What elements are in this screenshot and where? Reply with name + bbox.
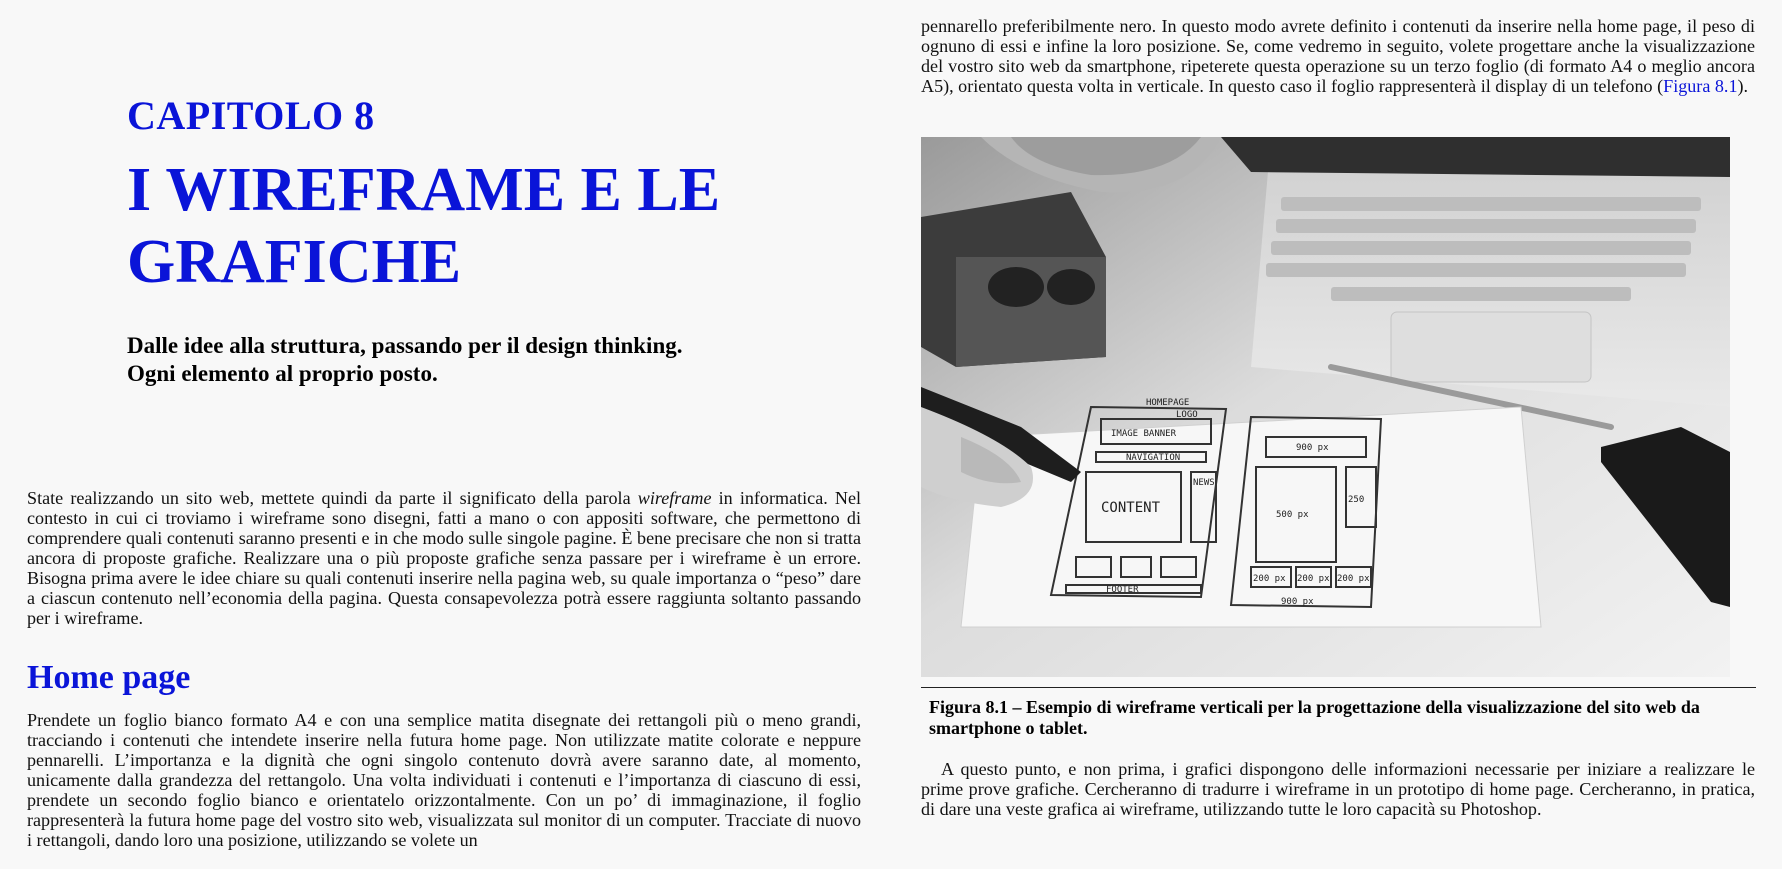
figure-8-1-image <box>921 137 1730 677</box>
chapter-title-line1: I WIREFRAME E LE <box>127 156 721 224</box>
chapter-title-line2: GRAFICHE <box>127 228 462 296</box>
sketch-label-image-banner: IMAGE BANNER <box>1111 429 1177 439</box>
subtitle-line2: Ogni elemento al proprio posto. <box>127 361 438 386</box>
figure-reference-link[interactable]: Figura 8.1 <box>1663 76 1738 96</box>
sketch-label-200c: 200 px <box>1337 574 1370 584</box>
chapter-subtitle <box>127 332 747 388</box>
home-page-paragraph: Prendete un foglio bianco formato A4 e con una semplice matita disegnate dei rettangoli più o meno grandi, tracciando i contenuti che intendete inserire nella futura home page. Non utilizzate matite colorate e neppure pennarelli. L’importanza e la dignità che ogni singolo contenuto dovrà avere saranno date, al momento, unicamente dalla grandezza del rettangolo. Una volta individuati i contenuti e l’importanza di ciascuno di essi, prendete un secondo foglio bianco e orientatelo orizzontalmente. Con un po’ di immaginazione, il foglio rappresenterà la futura home page del vostro sito web, visualizzata sul monitor di un computer. Tracciate di nuovo i rettangoli, dando loro una posizione, utilizzando se volete un <box>27 710 861 850</box>
sketch-label-900b: 900 px <box>1281 597 1314 607</box>
sketch-label-900: 900 px <box>1296 443 1329 453</box>
figure-caption: Figura 8.1 – Esempio di wireframe verticali per la progettazione della visualizzazione del sito web da smartphone o tablet. <box>929 697 1700 738</box>
section-heading-home-page: Home page <box>27 659 191 696</box>
final-paragraph: A questo punto, e non prima, i grafici dispongono delle informazioni necessarie per iniziare a realizzare le prime prove grafiche. Cercheranno di tradurre i wireframe in un prototipo di home page. Cercheranno, in pratica, di dare una veste grafica ai wireframe, utilizzando tutte le loro capacità su Photoshop. <box>921 759 1755 819</box>
wireframe-photo-illustration <box>921 137 1730 677</box>
sketch-label-200a: 200 px <box>1253 574 1286 584</box>
sketch-label-250: 250 <box>1348 495 1365 505</box>
sketch-label-footer: FOOTER <box>1106 585 1139 595</box>
intro-paragraph <box>27 488 861 628</box>
sketch-label-logo: LOGO <box>1176 410 1198 420</box>
sketch-label-navigation: NAVIGATION <box>1126 453 1181 463</box>
sketch-label-500: 500 px <box>1276 510 1309 520</box>
sketch-label-news: NEWS <box>1193 478 1215 488</box>
caption-rule <box>921 687 1756 688</box>
chapter-title <box>127 154 767 298</box>
intro-text-end: in informatica. Nel contesto in cui ci troviamo i wireframe sono disegni, fatti a mano o con appositi software, che permettono di comprendere quali contenuti saranno presenti e in che modo sulle singole pagine. È bene precisare che non si tratta ancora di proposte grafiche. Realizzare una o più proposte grafiche senza passare per i wireframe è un errore. Bisogna prima avere le idee chiare su quali contenuti inserire nella pagina web, su quale importanza o “peso” dare a ciascun contenuto nell’economia della pagina. Questa consapevolezza potrà essere raggiunta soltanto passando per i wireframe. <box>27 488 862 628</box>
intro-text-start: State realizzando un sito web, mettete quindi da parte il significato della parola <box>27 488 638 508</box>
subtitle-line1: Dalle idee alla struttura, passando per il design thinking. <box>127 333 683 358</box>
continued-paragraph <box>921 16 1755 96</box>
intro-emphasis: wireframe <box>637 488 712 508</box>
sketch-label-homepage: HOMEPAGE <box>1146 398 1190 408</box>
sketch-label-content: CONTENT <box>1101 500 1161 516</box>
chapter-label: CAPITOLO 8 <box>127 93 375 138</box>
sketch-label-200b: 200 px <box>1297 574 1330 584</box>
continued-text-end: ). <box>1737 76 1749 96</box>
continued-text: pennarello preferibilmente nero. In questo modo avrete definito i contenuti da inserire nella home page, il peso di ognuno di essi e infine la loro posizione. Se, come vedremo in seguito, volete progettare anche la visualizzazione del vostro sito web da smartphone, ripeterete questa operazione su un terzo foglio (di formato A4 o meglio ancora A5), orientato questa volta in verticale. In questo caso il foglio rappresenterà il display di un telefono ( <box>921 16 1755 96</box>
